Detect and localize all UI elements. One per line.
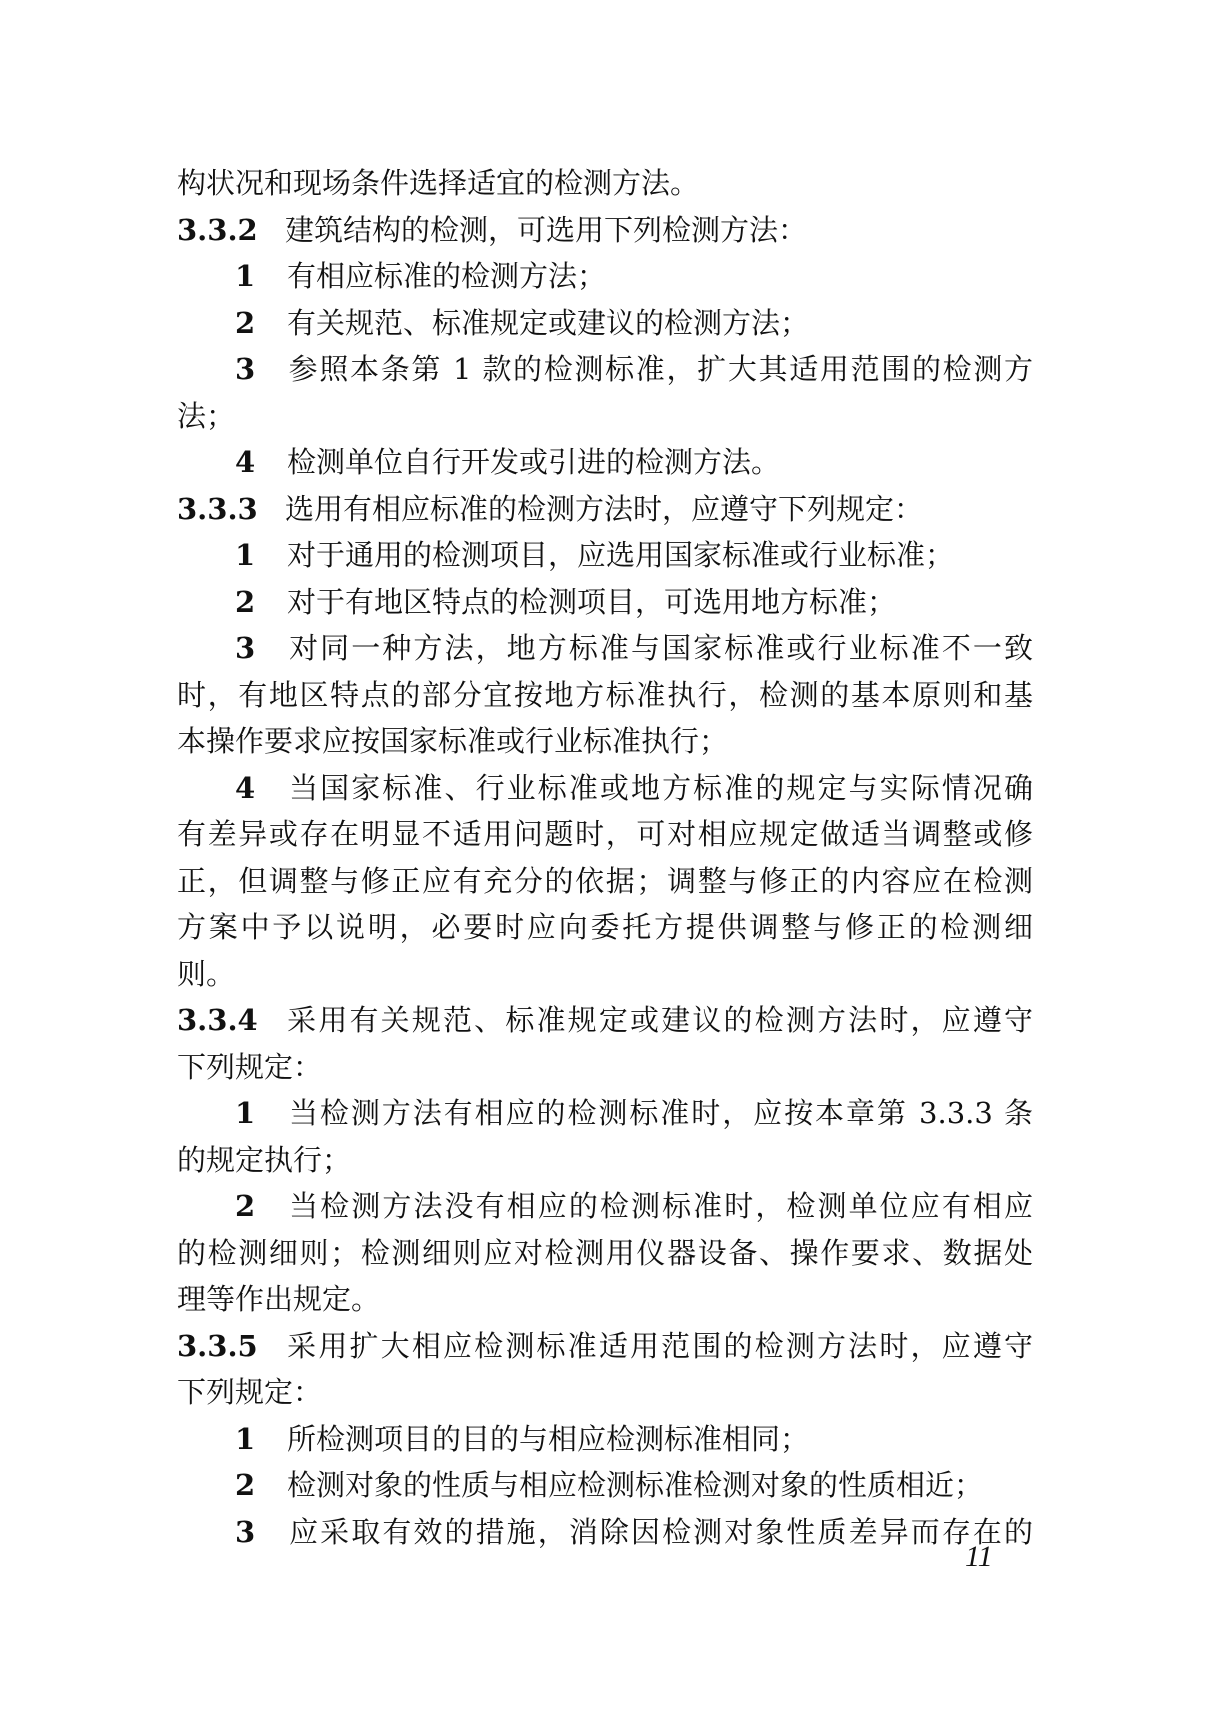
text-line: 正，但调整与修正应有充分的依据；调整与修正的内容应在检测 bbox=[177, 863, 1033, 898]
text-line: 下列规定： bbox=[177, 1375, 323, 1409]
item-number: 2 bbox=[235, 1468, 256, 1502]
text-line: 的规定执行； bbox=[177, 1142, 352, 1177]
item-number: 1 bbox=[235, 259, 256, 293]
text-line: 的检测细则；检测细则应对检测用仪器设备、操作要求、数据处 bbox=[177, 1235, 1033, 1270]
list-item: 3 对同一种方法，地方标准与国家标准或行业标准不一致 bbox=[177, 625, 1033, 672]
list-item: 2 检测对象的性质与相应检测标准检测对象的性质相近； bbox=[177, 1462, 1033, 1509]
list-item: 4 当国家标准、行业标准或地方标准的规定与实际情况确 bbox=[177, 765, 1033, 812]
clause-3-3-4: 3.3.4 采用有关规范、标准规定或建议的检测方法时，应遵守 bbox=[177, 997, 1033, 1044]
text-line: 下列规定： bbox=[177, 1049, 323, 1084]
text-line: 方案中予以说明，必要时应向委托方提供调整与修正的检测细 bbox=[177, 910, 1033, 944]
list-item: 4 检测单位自行开发或引进的检测方法。 bbox=[177, 439, 1033, 486]
clause-number: 3.3.4 bbox=[177, 1003, 258, 1037]
item-number: 1 bbox=[235, 538, 256, 572]
list-item: 1 所检测项目的目的与相应检测标准相同； bbox=[177, 1416, 1033, 1463]
list-item: 2 对于有地区特点的检测项目，可选用地方标准； bbox=[177, 579, 1033, 626]
item-number: 3 bbox=[235, 352, 256, 386]
list-item: 1 对于通用的检测项目，应选用国家标准或行业标准； bbox=[177, 532, 1033, 579]
list-item: 1 当检测方法有相应的检测标准时，应按本章第 3.3.3 条 bbox=[177, 1090, 1033, 1137]
text-line: 时，有地区特点的部分宜按地方标准执行，检测的基本原则和基 bbox=[177, 677, 1033, 712]
list-item: 2 当检测方法没有相应的检测标准时，检测单位应有相应 bbox=[177, 1183, 1033, 1230]
item-number: 3 bbox=[235, 1514, 256, 1549]
clause-3-3-2: 3.3.2 建筑结构的检测，可选用下列检测方法： bbox=[177, 207, 1033, 254]
item-number: 4 bbox=[235, 770, 256, 805]
text-line: 有差异或存在明显不适用问题时，可对相应规定做适当调整或修 bbox=[177, 817, 1033, 851]
item-number: 2 bbox=[235, 584, 256, 619]
list-item: 3 应采取有效的措施，消除因检测对象性质差异而存在的 bbox=[177, 1509, 1033, 1556]
clause-number: 3.3.5 bbox=[177, 1328, 258, 1363]
item-number: 1 bbox=[235, 1421, 256, 1456]
body-text bbox=[177, 160, 1033, 1555]
text-line: 则。 bbox=[177, 956, 236, 991]
list-item: 1 有相应标准的检测方法； bbox=[177, 253, 1033, 300]
clause-3-3-3: 3.3.3 选用有相应标准的检测方法时，应遵守下列规定： bbox=[177, 486, 1033, 533]
item-number: 3 bbox=[235, 631, 256, 665]
list-item: 2 有关规范、标准规定或建议的检测方法； bbox=[177, 300, 1033, 347]
clause-number: 3.3.2 bbox=[177, 212, 258, 247]
item-number: 1 bbox=[235, 1096, 256, 1130]
item-number: 2 bbox=[235, 305, 256, 340]
text-line: 构状况和现场条件选择适宜的检测方法。 bbox=[177, 166, 700, 200]
item-number: 2 bbox=[235, 1189, 256, 1223]
text-line: 理等作出规定。 bbox=[177, 1282, 381, 1316]
item-number: 4 bbox=[235, 445, 256, 479]
clause-3-3-5: 3.3.5 采用扩大相应检测标准适用范围的检测方法时，应遵守 bbox=[177, 1323, 1033, 1370]
clause-number: 3.3.3 bbox=[177, 491, 258, 526]
list-item: 3 参照本条第 1 款的检测标准，扩大其适用范围的检测方 bbox=[177, 346, 1033, 393]
text-line: 法； bbox=[177, 398, 236, 433]
text-line: 本操作要求应按国家标准或行业标准执行； bbox=[177, 724, 729, 758]
page-number: 11 bbox=[965, 1540, 993, 1573]
